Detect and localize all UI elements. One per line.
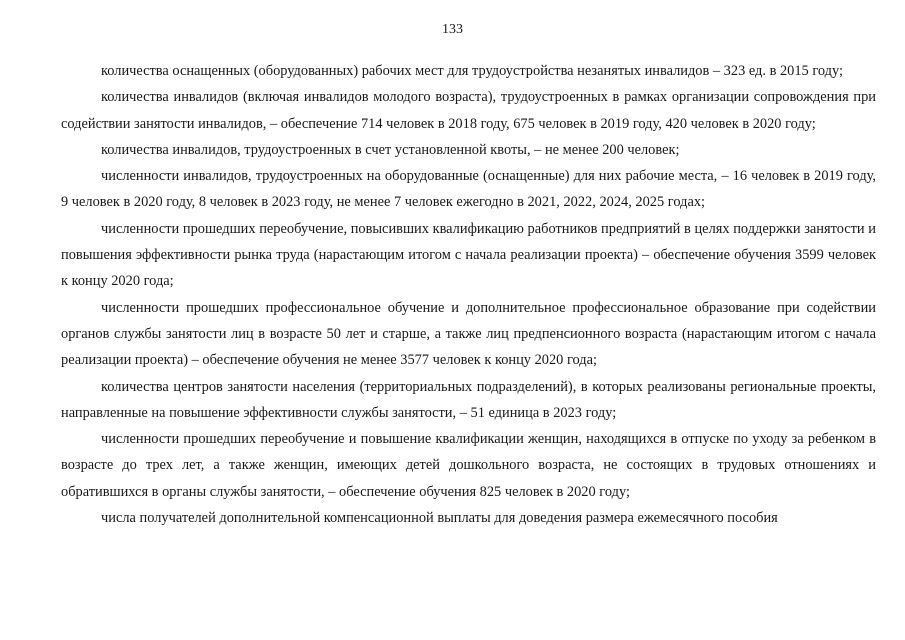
paragraph: количества оснащенных (оборудованных) рабочих мест для трудоустройства незанятых инвалидов – 323 ед. в 2015 году; (101, 63, 843, 79)
paragraph: численности прошедших переобучение, повысивших квалификацию работников предприятий в целях поддержки занятости и повышения эффективности рынка труда (нарастающим итогом с начала реализации проекта) – обеспечение обучения 3599 человек к концу 2020 года; (61, 220, 876, 290)
page-number: 133 (442, 22, 463, 37)
paragraph: количества инвалидов (включая инвалидов молодого возраста), трудоустроенных в рамках организации сопровождения при содействии занятости инвалидов, – обеспечение 714 человек в 2018 году, 675 человек в 2019 году, 420 человек в 2020 году; (61, 89, 876, 132)
document-body (61, 58, 876, 531)
paragraph: количества центров занятости населения (территориальных подразделений), в которых реализованы региональные проекты, направленные на повышение эффективности службы занятости, – 51 единица в 2023 году; (61, 378, 876, 421)
paragraph: численности прошедших переобучение и повышение квалификации женщин, находящихся в отпуске по уходу за ребенком в возрасте до трех лет, а также женщин, имеющих детей дошкольного возраста, не состоящих в трудовых отношениях и обратившихся в органы службы занятости, – обеспечение обучения 825 человек в 2020 году; (61, 431, 876, 500)
paragraph: численности инвалидов, трудоустроенных на оборудованные (оснащенные) для них рабочие места, – 16 человек в 2019 году, 9 человек в 2020 году, 8 человек в 2023 году, не менее 7 человек ежегодно в 2021, 2022, 2024, 2025 годах; (61, 168, 876, 211)
paragraph: количества инвалидов, трудоустроенных в счет установленной квоты, – не менее 200 человек; (101, 141, 680, 158)
paragraph: численности прошедших профессиональное обучение и дополнительное профессиональное образование при содействии органов службы занятости лиц в возрасте 50 лет и старше, а также лиц предпенсионного возраста (нарастающим итогом с начала реализации проекта) – обеспечение обучения не менее 3577 человек к концу 2020 года; (61, 299, 876, 369)
paragraph: числа получателей дополнительной компенсационной выплаты для доведения размера ежемесячного пособия (101, 510, 778, 527)
